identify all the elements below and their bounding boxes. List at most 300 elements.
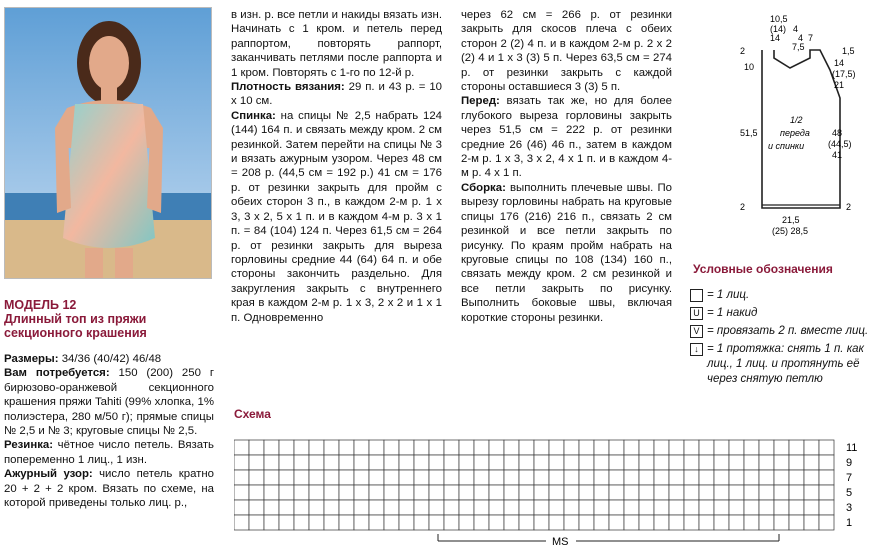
legend-item-knit [690,288,875,303]
schema-cell [369,455,384,470]
schema-cell [234,515,249,530]
schema-cell [399,500,414,515]
schema-cell [384,470,399,485]
schema-cell [429,440,444,455]
k2tog-symbol-icon: V [690,325,703,338]
schema-cell [564,515,579,530]
schema-cell [669,485,684,500]
schema-cell [339,515,354,530]
schema-cell [759,500,774,515]
schema-cell [429,485,444,500]
schema-cell [714,440,729,455]
schema-cell [564,485,579,500]
schema-cell [654,440,669,455]
schema-cell [414,455,429,470]
schema-cell [429,470,444,485]
schema-cell [234,485,249,500]
schema-cell [339,500,354,515]
schema-cell [774,500,789,515]
schema-cell [339,485,354,500]
schema-cell [819,470,834,485]
schema-cell [309,470,324,485]
schema-cell [819,440,834,455]
schema-cell [804,455,819,470]
front-text: вязать так же, но для более глубокого выреза горловины закрыть через 51,5 см = 222 р. от резинки средние 26 (46) 46 п., затем в каждом 2-м р. 1 х 3, 3 х 2, 4 х 1 п. и в каждом 4-м р. 4 х 1 п. [461,95,672,180]
text-column-3 [461,8,672,325]
schema-cell [414,440,429,455]
schema-cell [384,515,399,530]
legend-item-text: = 1 лиц. [707,289,750,301]
sketch-right-175: (17,5) [832,69,856,79]
model-photo [4,7,212,279]
schema-cell [294,485,309,500]
schema-cell [414,515,429,530]
schema-cell [504,440,519,455]
schema-cell [789,515,804,530]
rib-label: Резинка: [4,439,54,452]
schema-cell [744,515,759,530]
schema-cell [279,515,294,530]
schema-cell [564,500,579,515]
schema-row-number: 1 [846,517,853,529]
schema-cell [234,500,249,515]
assembly-paragraph [461,181,672,325]
schema-cell [564,440,579,455]
schema-cell [249,455,264,470]
schema-cell [474,485,489,500]
schema-cell [354,440,369,455]
front-label: Перед: [461,95,500,108]
schema-cell [729,485,744,500]
schema-cell [699,485,714,500]
skp-symbol-icon: ↓ [690,343,703,356]
schema-cell [759,440,774,455]
sketch-bottom-right: 2 [846,202,852,212]
schema-cell [294,515,309,530]
schema-cell [519,485,534,500]
schema-cell [369,470,384,485]
schema-cell [564,455,579,470]
schema-cell [504,515,519,530]
schema-cell [504,455,519,470]
schema-cell [759,485,774,500]
legend [690,288,875,390]
schema-row-number: 11 [846,442,858,454]
model-heading [4,298,216,340]
schema-cell [324,500,339,515]
schema-cell [414,470,429,485]
legend-title: Условные обозначения [693,262,833,276]
lace-label: Ажурный узор: [4,468,93,481]
schema-cell [624,455,639,470]
materials-label: Вам потребуется: [4,367,110,380]
schema-cell [594,440,609,455]
schema-cell [549,440,564,455]
schema-cell [369,515,384,530]
schema-cell [249,470,264,485]
sizes-paragraph [4,352,214,366]
schema-cell [624,515,639,530]
schema-cell [579,470,594,485]
schema-cell [324,485,339,500]
schema-cell [264,515,279,530]
assembly-text: выполнить плечевые швы. По вырезу горловины набрать на круговые спицы 176 (216) 216 п., связать 2 см резинкой и все петли закрыть по рисунку. По краям пройм набрать на круговые спицы по 108 (134) 160 п., связать между кром. 2 см резинкой и все петли закрыть по рисунку. Выполнить боковые швы, включая короткие стороны резинки. [461,181,672,324]
rib-text: чётное число петель. Вязать попеременно 1 лиц., 1 изн. [4,439,214,466]
legend-item-text: = 1 протяжка: снять 1 п. как лиц., 1 лиц. и протянуть её через снятую петлю [707,343,864,385]
sketch-right-41: 41 [832,150,843,160]
schema-cell [699,500,714,515]
schema-cell [714,485,729,500]
materials-text: 150 (200) 250 г бирюзово-оранжевой секционного крашения пряжи Tahiti (99% хлопка, 1% полиэстера, 280 м/50 г); прямые спицы № 2,5 и № 3; круговые спицы № 2,5. [4,367,214,438]
schema-cell [324,440,339,455]
schema-cell [819,500,834,515]
schema-cell [489,500,504,515]
schema-cell [744,500,759,515]
sketch-left-2: 2 [740,46,746,56]
schema-cell [789,470,804,485]
sketch-top-g: 7,5 [792,42,805,52]
schema-cell [249,515,264,530]
schema-cell [444,470,459,485]
schema-cell [804,515,819,530]
schema-cell [744,440,759,455]
sketch-top-c: 14 [770,33,781,43]
schema-cell [654,470,669,485]
lace-continued: в изн. р. все петли и накиды вязать изн. Начинать с 1 кром. и петель перед раппортом, повторять раппорт, заканчивать петлями после раппорта и 1 кром. Повторять с 1-го по 12-й р. [231,9,442,79]
sizes-text: 34/36 (40/42) 46/48 [58,353,162,365]
schema-cell [714,515,729,530]
schema-cell [504,470,519,485]
schema-cell [309,485,324,500]
schema-cell [504,500,519,515]
schema-cell [699,515,714,530]
schema-cell [729,455,744,470]
schema-cell [654,455,669,470]
schema-cell [594,455,609,470]
schema-cell [759,470,774,485]
schema-cell [354,455,369,470]
schema-cell [774,515,789,530]
rib-paragraph [4,438,214,467]
schema-row-number: 9 [846,457,853,469]
schema-cell [549,470,564,485]
schema-cell [729,515,744,530]
schema-title: Схема [234,407,271,421]
schema-cell [384,440,399,455]
schema-row-number: 7 [846,472,853,484]
materials-paragraph [4,366,214,438]
sizes-label: Размеры: [4,353,59,365]
schema-cell [654,485,669,500]
sketch-center-2: переда [780,128,810,138]
schema-cell [699,440,714,455]
schema-cell [669,500,684,515]
back-label: Спинка: [231,109,276,122]
schema-grid [234,438,874,548]
schema-cell [609,485,624,500]
schema-cell [519,470,534,485]
schema-cell [474,515,489,530]
schema-cell [459,470,474,485]
schema-cell [639,485,654,500]
schema-cell [744,455,759,470]
schema-cell [264,455,279,470]
back-text: на спицы № 2,5 набрать 124 (144) 164 п. и связать между кром. 2 см резинкой. Затем перейти на спицы № 3 и вязать ажурным узором. Через 48 см = 208 р. (44,5 см = 192 р.) 41 см = 176 р. от резинки закрыть для пройм с обеих сторон 3 п., в каждом 2-м р. 1 х 3, 3 х 2, 5 х 1 п. и в каждом 4-м р. 3 х 1 п. = 84 (104) 124 п. Через 61,5 см = 264 р. от резинки закрыть для выреза горловины средние 44 (64) 64 п. и обе стороны закончить раздельно. Для закругления закрыть с внутреннего края в каждом 2-м р. 1 х 3, 2 х 2 и 1 х 1 п. Одновременно [231,109,442,324]
schema-cell [729,440,744,455]
schema-cell [444,485,459,500]
schema-cell [474,500,489,515]
lace-text: число петель кратно 20 + 2 + 2 кром. Вязать по схеме, на которой приведены только лиц. р., [4,468,214,510]
schema-cell [309,440,324,455]
schema-cell [279,440,294,455]
schema-cell [594,470,609,485]
schema-row-number: 5 [846,487,853,499]
back-paragraph [231,109,442,325]
schema-cell [804,485,819,500]
schema-cell [609,515,624,530]
schema-cell [459,500,474,515]
schema-cell [699,470,714,485]
legend-item-yarnover [690,306,875,321]
schema-cell [489,440,504,455]
schema-cell [804,500,819,515]
schema-cell [519,515,534,530]
schema-cell [414,500,429,515]
schema-cell [804,440,819,455]
schema-cell [729,470,744,485]
schema-cell [279,500,294,515]
schema-cell [234,455,249,470]
schema-cell [489,485,504,500]
schema-cell [489,515,504,530]
schema-cell [549,500,564,515]
schema-cell [804,470,819,485]
sketch-left-515: 51,5 [740,128,758,138]
sketch-right-445: (44,5) [828,139,852,149]
schema-cell [324,470,339,485]
schema-cell [579,515,594,530]
schema-cell [639,515,654,530]
schema-cell [294,500,309,515]
sketch-top-b: (14) [770,24,787,34]
schema-cell [414,485,429,500]
density-paragraph [231,80,442,109]
schema-cell [579,485,594,500]
schema-cell [744,485,759,500]
schema-cell [639,500,654,515]
schema-cell [264,485,279,500]
legend-item-text: = 1 накид [707,307,758,319]
schema-cell [459,485,474,500]
schema-cell [549,455,564,470]
schema-cell [309,455,324,470]
schema-cell [339,470,354,485]
schema-cell [264,440,279,455]
density-text: 29 п. и 43 р. = 10 х 10 см. [231,81,442,108]
schema-cell [594,500,609,515]
yarnover-symbol-icon: U [690,307,703,320]
schema-cell [549,485,564,500]
sketch-right-48: 48 [832,128,843,138]
schema-cell [504,485,519,500]
schema-cell [354,500,369,515]
schema-cell [444,440,459,455]
sketch-top-d: 4 [793,24,799,34]
schema-cell [579,500,594,515]
schema-cell [324,455,339,470]
schema-cell [684,455,699,470]
schema-cell [534,455,549,470]
schema-cell [459,440,474,455]
schema-cell [654,515,669,530]
schema-cell [489,455,504,470]
knit-symbol-icon [690,289,703,302]
schema-cell [369,500,384,515]
schema-cell [444,500,459,515]
schema-cell [669,455,684,470]
schema-cell [534,470,549,485]
sketch-width-a: 21,5 [782,215,800,225]
schema-cell [684,440,699,455]
schema-cell [789,455,804,470]
schema-cell [654,500,669,515]
schema-cell [384,455,399,470]
schema-cell [624,470,639,485]
schema-cell [624,440,639,455]
schema-cell [609,470,624,485]
schema-cell [279,470,294,485]
schema-cell [459,515,474,530]
schema-cell [519,500,534,515]
sketch-left-10: 10 [744,62,755,72]
lace-paragraph [4,467,214,510]
schema-cell [384,485,399,500]
pattern-sketch [730,8,875,238]
schema-cell [534,515,549,530]
schema-cell [774,485,789,500]
schema-cell [774,470,789,485]
text-column-1 [4,352,214,510]
schema-cell [684,485,699,500]
sketch-top-a: 10,5 [770,14,788,24]
schema-cell [639,440,654,455]
schema-cell [444,455,459,470]
sketch-center-1: 1/2 [790,115,803,125]
schema-cell [459,455,474,470]
schema-cell [789,440,804,455]
schema-cell [519,440,534,455]
schema-cell [294,440,309,455]
schema-cell [309,500,324,515]
schema-cell [399,440,414,455]
model-subtitle: Длинный топ из пряжи секционного крашения [4,312,147,340]
front-paragraph [461,94,672,180]
schema-cell [819,515,834,530]
schema-cell [249,485,264,500]
schema-cell [294,455,309,470]
schema-cell [474,440,489,455]
schema-cell [714,455,729,470]
back-continued: через 62 см = 266 р. от резинки закрыть для скосов плеча с обеих сторон 2 (2) 4 п. и в каждом 2-м р. 2 х 2 (2) 4 и 1 х 3 (3) 5 п. Через 63,5 см = 274 р. от резинки закрыть с каждой стороны оставшиеся 3 (3) 5 п. [461,9,672,94]
assembly-label: Сборка: [461,181,506,194]
schema-cell [759,455,774,470]
schema-cell [339,455,354,470]
schema-cell [429,515,444,530]
schema-cell [579,440,594,455]
schema-cell [744,470,759,485]
density-label: Плотность вязания: [231,81,345,94]
schema-cell [639,455,654,470]
sketch-center-3: и спинки [768,141,805,151]
schema-cell [819,485,834,500]
schema-cell [399,515,414,530]
schema-cell [474,455,489,470]
schema-cell [609,500,624,515]
sketch-width-b: (25) 28,5 [772,226,809,236]
schema-cell [279,455,294,470]
schema-cell [564,470,579,485]
schema-cell [264,500,279,515]
schema-cell [714,500,729,515]
schema-cell [519,455,534,470]
schema-cell [294,470,309,485]
sketch-right-15: 1,5 [842,46,855,56]
sketch-top-e: 4 [798,33,804,43]
schema-cell [684,470,699,485]
schema-cell [309,515,324,530]
schema-cell [624,485,639,500]
sketch-bottom-left: 2 [740,202,746,212]
schema-cell [279,485,294,500]
schema-cell [819,455,834,470]
model-title: МОДЕЛЬ 12 [4,298,77,312]
schema-cell [774,455,789,470]
schema-cell [474,470,489,485]
schema-cell [729,500,744,515]
schema-cell [534,500,549,515]
schema-row-number: 3 [846,502,853,514]
schema-cell [234,440,249,455]
legend-item-text: = провязать 2 п. вместе лиц. [707,325,869,337]
schema-cell [669,470,684,485]
schema-cell [594,485,609,500]
sketch-top-f: 7 [808,33,814,43]
schema-cell [774,440,789,455]
schema-cell [549,515,564,530]
ms-label: MS [552,536,569,548]
schema-cell [669,515,684,530]
schema-cell [369,485,384,500]
legend-item-skp [690,342,875,387]
legend-item-k2tog [690,324,875,339]
schema-cell [429,500,444,515]
schema-cell [534,440,549,455]
schema-cell [669,440,684,455]
text-column-2 [231,8,442,325]
schema-cell [684,500,699,515]
schema-cell [339,440,354,455]
schema-cell [609,455,624,470]
schema-cell [594,515,609,530]
schema-cell [759,515,774,530]
schema-cell [579,455,594,470]
schema-cell [429,455,444,470]
schema-cell [369,440,384,455]
schema-cell [609,440,624,455]
schema-cell [789,500,804,515]
schema-cell [354,470,369,485]
schema-cell [699,455,714,470]
